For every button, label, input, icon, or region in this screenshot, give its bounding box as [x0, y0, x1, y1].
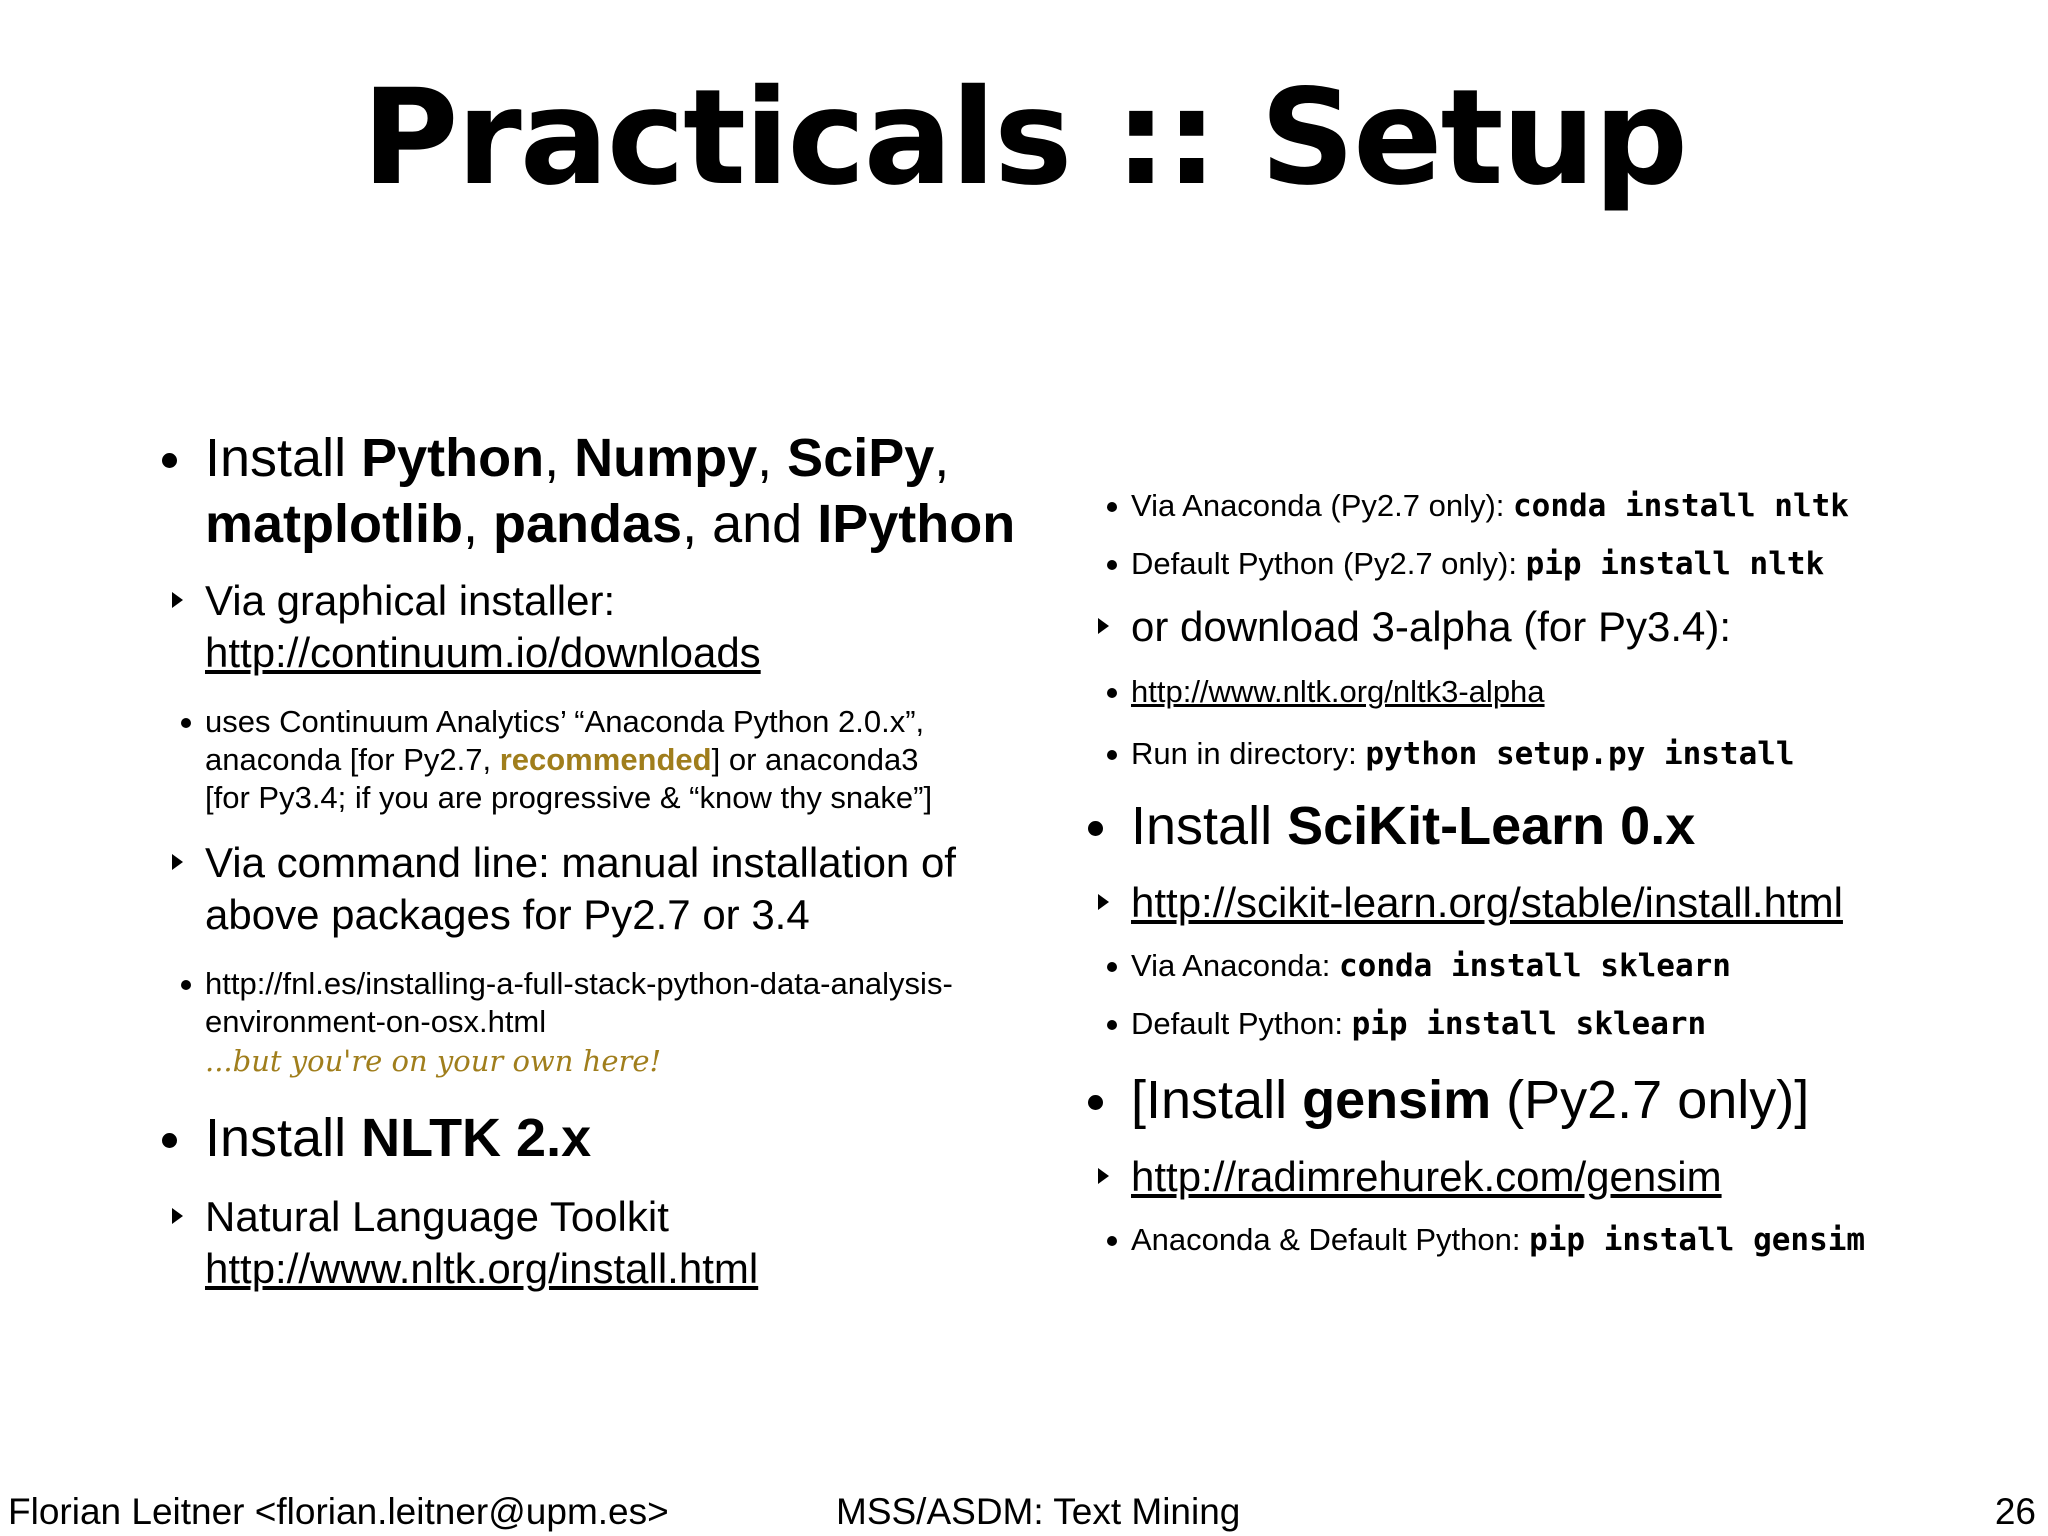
right-column — [1076, 487, 2006, 1259]
conda-install-sklearn-cmd: conda install sklearn — [1339, 948, 1731, 984]
via-anaconda-label: Via Anaconda: — [1131, 948, 1339, 983]
separator: , — [462, 494, 478, 554]
command-line-bullet — [150, 837, 1030, 941]
pip-install-sklearn-cmd: pip install sklearn — [1351, 1006, 1707, 1042]
default-python-py27-label: Default Python (Py2.7 only): — [1131, 546, 1526, 581]
continuum-downloads-link[interactable]: http://continuum.io/downloads — [205, 629, 761, 676]
anaconda-note-line2-pre: anaconda [for Py2.7, — [205, 742, 500, 777]
install-word: Install — [205, 428, 347, 488]
sklearn-name: SciKit-Learn 0.x — [1287, 796, 1696, 856]
nltk-install-link[interactable]: http://www.nltk.org/install.html — [205, 1245, 759, 1292]
anaconda-note-bullet — [150, 703, 1030, 817]
default-python-label: Default Python: — [1131, 1006, 1352, 1041]
pkg-scipy: SciPy — [787, 428, 935, 488]
gensim-link-bullet — [1076, 1151, 2006, 1203]
gensim-close-text: (Py2.7 only)] — [1491, 1070, 1810, 1130]
setup-install-cmd: python setup.py install — [1365, 736, 1795, 772]
default-python-sklearn-bullet — [1076, 1005, 2006, 1043]
and-word: and — [712, 494, 803, 554]
pkg-pandas: pandas — [493, 494, 683, 554]
separator: , — [544, 428, 560, 488]
gensim-link[interactable]: http://radimrehurek.com/gensim — [1131, 1153, 1722, 1200]
default-python-nltk-bullet — [1076, 545, 2006, 583]
install-python-bullet — [150, 425, 1030, 557]
footer-course: MSS/ASDM: Text Mining — [836, 1491, 1241, 1532]
separator: , — [934, 428, 950, 488]
nltk-toolkit-label: Natural Language Toolkit — [205, 1193, 669, 1240]
nltk-name: NLTK 2.x — [361, 1108, 592, 1168]
via-anaconda-sklearn-bullet — [1076, 947, 2006, 985]
pkg-python: Python — [361, 428, 545, 488]
sklearn-link-bullet — [1076, 877, 2006, 929]
download-alpha-bullet — [1076, 601, 2006, 653]
conda-install-nltk-cmd: conda install nltk — [1513, 488, 1849, 524]
install-sklearn-bullet — [1076, 793, 2006, 859]
graphical-installer-label: Via graphical installer: — [205, 577, 616, 624]
footer-page-number: 26 — [1994, 1491, 2036, 1532]
run-in-directory-label: Run in directory: — [1131, 736, 1366, 771]
gensim-open-text: [Install — [1131, 1070, 1303, 1130]
pip-install-nltk-cmd: pip install nltk — [1525, 546, 1825, 582]
separator: , — [757, 428, 773, 488]
install-gensim-bullet — [1076, 1067, 2006, 1133]
sklearn-install-link[interactable]: http://scikit-learn.org/stable/install.html — [1131, 879, 1843, 926]
nltk3-alpha-link[interactable]: http://www.nltk.org/nltk3-alpha — [1131, 674, 1545, 709]
install-nltk-bullet — [150, 1105, 1030, 1171]
install-word: Install — [205, 1108, 347, 1168]
via-anaconda-nltk-bullet — [1076, 487, 2006, 525]
pkg-numpy: Numpy — [574, 428, 758, 488]
via-anaconda-py27-label: Via Anaconda (Py2.7 only): — [1131, 488, 1514, 523]
run-setup-bullet — [1076, 735, 2006, 773]
gensim-pip-bullet — [1076, 1221, 2006, 1259]
command-line-label: Via command line: manual installation of above packages for Py2.7 or 3.4 — [205, 839, 956, 938]
anaconda-note-line3: [for Py3.4; if you are progressive & “know thy snake”] — [205, 780, 933, 815]
separator: , — [682, 494, 698, 554]
recommended-highlight: recommended — [499, 742, 712, 777]
anaconda-default-label: Anaconda & Default Python: — [1131, 1222, 1530, 1257]
gensim-name: gensim — [1302, 1070, 1492, 1130]
nltk3-alpha-bullet — [1076, 673, 2006, 711]
left-column — [150, 425, 1030, 1295]
fnl-osx-link[interactable]: http://fnl.es/installing-a-full-stack-python-data-analysis-environment-on-osx.html — [205, 966, 953, 1039]
pkg-matplotlib: matplotlib — [205, 494, 463, 554]
nltk-toolkit-bullet — [150, 1191, 1030, 1295]
pip-install-gensim-cmd: pip install gensim — [1529, 1222, 1866, 1258]
slide-title: Practicals :: Setup — [361, 61, 1687, 215]
download-alpha-label: or download 3-alpha (for Py3.4): — [1131, 603, 1731, 650]
fnl-link-bullet — [150, 965, 1030, 1081]
anaconda-note-line2-post: ] or anaconda3 — [711, 742, 919, 777]
anaconda-note-line1: uses Continuum Analytics’ “Anaconda Python 2.0.x”, — [205, 704, 925, 739]
footer-author: Florian Leitner <florian.leitner@upm.es> — [8, 1491, 669, 1532]
graphical-installer-bullet — [150, 575, 1030, 679]
pkg-ipython: IPython — [817, 494, 1016, 554]
install-word: Install — [1131, 796, 1273, 856]
handwritten-note: ...but you're on your own here! — [205, 1044, 662, 1078]
